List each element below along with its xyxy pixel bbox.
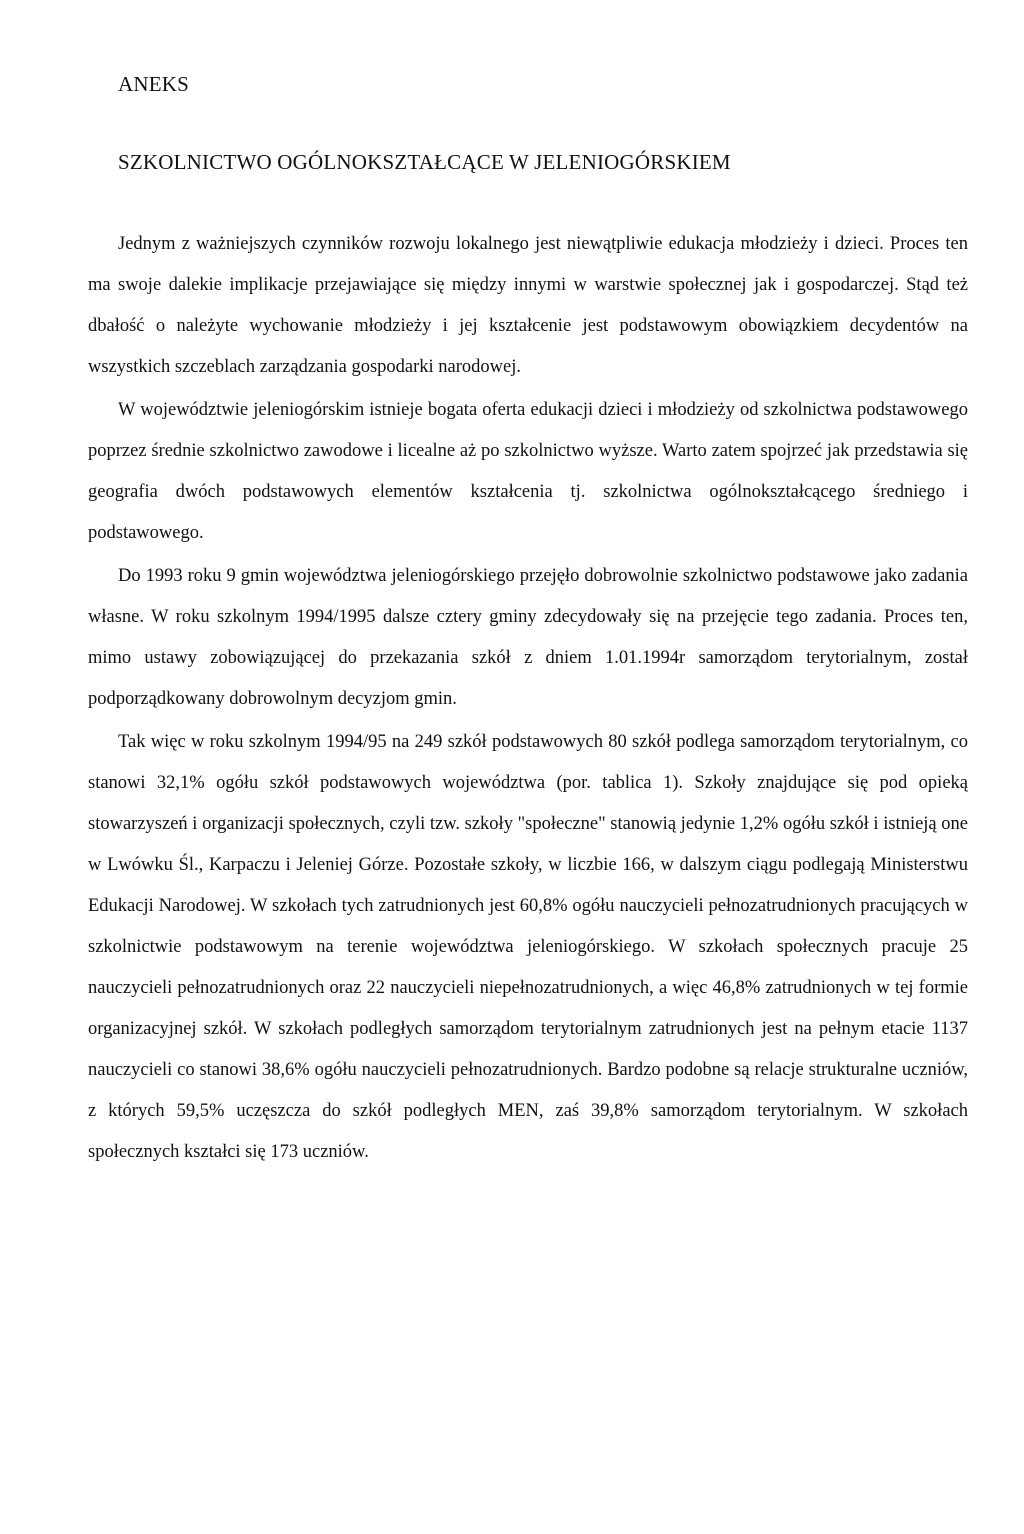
paragraph-education-offer: W województwie jeleniogórskim istnieje bogata oferta edukacji dzieci i młodzieży od szkolnictwa podstawowego poprzez średnie szkolnictwo zawodowe i licealne aż po szkolnictwo wyższe. Warto zatem spojrzeć jak przedstawia się geografia dwóch podstawowych elementów kształcenia tj. szkolnictwa ogólnokształcącego średniego i podstawowego. bbox=[88, 400, 968, 543]
paragraph-education-intro: Jednym z ważniejszych czynników rozwoju lokalnego jest niewątpliwie edukacja młodzieży i dzieci. Proces ten ma swoje dalekie implikacje przejawiające się między innymi w warstwie społecznej jak i gospodarczej. Stąd też dbałość o należyte wychowanie młodzieży i jej kształcenie jest podstawowym obowiązkiem decydentów na wszystkich szczeblach zarządzania gospodarki narodowej. bbox=[88, 234, 968, 377]
paragraph-municipal-takeover: Do 1993 roku 9 gmin województwa jeleniogórskiego przejęło dobrowolnie szkolnictwo podstawowe jako zadania własne. W roku szkolnym 1994/1995 dalsze cztery gminy zdecydowały się na przejęcie tego zadania. Proces ten, mimo ustawy zobowiązującej do przekazania szkół z dniem 1.01.1994r samorządom terytorialnym, został podporządkowany dobrowolnym decyzjom gmin. bbox=[88, 566, 968, 709]
section-label: ANEKS bbox=[118, 72, 190, 96]
document-title: SZKOLNICTWO OGÓLNOKSZTAŁCĄCE W JELENIOGÓRSKIEM bbox=[118, 150, 731, 174]
body-text bbox=[88, 224, 968, 1173]
paragraph-school-statistics: Tak więc w roku szkolnym 1994/95 na 249 szkół podstawowych 80 szkół podlega samorządom terytorialnym, co stanowi 32,1% ogółu szkół podstawowych województwa (por. tablica 1). Szkoły znajdujące się pod opieką stowarzyszeń i organizacji społecznych, czyli tzw. szkoły "społeczne" stanowią jedynie 1,2% ogółu szkół i istnieją one w Lwówku Śl., Karpaczu i Jeleniej Górze. Pozostałe szkoły, w liczbie 166, w dalszym ciągu podlegają Ministerstwu Edukacji Narodowej. W szkołach tych zatrudnionych jest 60,8% ogółu nauczycieli pełnozatrudnionych pracujących w szkolnictwie podstawowym na terenie województwa jeleniogórskiego. W szkołach społecznych pracuje 25 nauczycieli pełnozatrudnionych oraz 22 nauczycieli niepełnozatrudnionych, a więc 46,8% zatrudnionych w tej formie organizacyjnej szkół. W szkołach podległych samorządom terytorialnym zatrudnionych jest na pełnym etacie 1137 nauczycieli co stanowi 38,6% ogółu nauczycieli pełnozatrudnionych. Bardzo podobne są relacje strukturalne uczniów, z których 59,5% uczęszcza do szkół podległych MEN, zaś 39,8% samorządom terytorialnym. W szkołach społecznych kształci się 173 uczniów. bbox=[88, 732, 968, 1162]
